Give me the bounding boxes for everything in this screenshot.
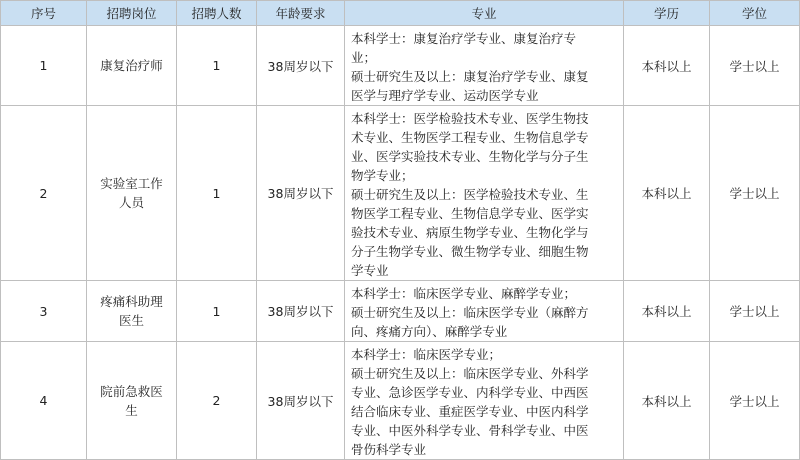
major-line: 本科学士：康复治疗学专业、康复治疗专 [351,31,577,46]
major-line: 医学与理疗学专业、运动医学专业 [351,88,539,103]
position-line: 人员 [118,195,144,210]
cell-no: 3 [1,281,87,342]
cell-major [345,342,624,460]
cell-degree: 学士以上 [710,342,800,460]
major-line: 分子生物学专业、微生物学专业、细胞生物 [351,244,589,259]
major-line: 硕士研究生及以上：康复治疗学专业、康复 [351,69,589,84]
major-line: 硕士研究生及以上：医学检验技术专业、生 [351,187,589,202]
cell-count: 2 [177,342,257,460]
position-line: 康复治疗师 [100,58,163,73]
position-line: 院前急救医 [100,383,163,399]
cell-position [87,106,177,281]
major-line: 硕士研究生及以上：临床医学专业、外科学 [351,366,589,381]
cell-count: 1 [177,26,257,106]
cell-degree: 学士以上 [710,26,800,106]
header-row [1,1,800,26]
major-line: 物学专业； [351,168,414,183]
major-line: 本科学士：临床医学专业； [351,347,502,362]
header-education: 学历 [624,1,710,26]
cell-count: 1 [177,106,257,281]
major-line: 学专业 [351,263,389,278]
major-line: 结合临床专业、重症医学专业、中医内科学 [351,404,589,419]
table-row [1,106,800,281]
major-line: 专业、急诊医学专业、内科学专业、中西医 [351,385,589,400]
table-row [1,342,800,460]
major-line: 专业、中医外科学专业、骨科学专业、中医 [351,423,589,438]
major-line: 硕士研究生及以上：临床医学专业（麻醉方 [351,305,589,320]
cell-count: 1 [177,281,257,342]
cell-degree: 学士以上 [710,281,800,342]
position-line: 医生 [118,313,144,328]
table-row [1,281,800,342]
major-line: 验技术专业、病原生物学专业、生物化学与 [351,225,589,240]
header-no: 序号 [1,1,87,26]
cell-age: 38周岁以下 [257,106,345,281]
major-line: 向、疼痛方向）、麻醉学专业 [351,324,508,339]
major-line: 术专业、生物医学工程专业、生物信息学专 [351,130,589,145]
cell-no: 2 [1,106,87,281]
cell-age: 38周岁以下 [257,281,345,342]
cell-major [345,26,624,106]
cell-age: 38周岁以下 [257,26,345,106]
major-line: 业、医学实验技术专业、生物化学与分子生 [351,149,589,164]
cell-education: 本科以上 [624,26,710,106]
cell-no: 4 [1,342,87,460]
table-row [1,26,800,106]
header-age: 年龄要求 [257,1,345,26]
cell-major [345,281,624,342]
cell-education: 本科以上 [624,106,710,281]
header-degree: 学位 [710,1,800,26]
cell-education: 本科以上 [624,281,710,342]
major-line: 本科学士：医学检验技术专业、医学生物技 [351,111,589,126]
position-line: 生 [125,402,138,418]
cell-degree: 学士以上 [710,106,800,281]
major-line: 物医学工程专业、生物信息学专业、医学实 [351,206,589,221]
position-line: 疼痛科助理 [100,294,163,309]
cell-position [87,26,177,106]
cell-position [87,342,177,460]
cell-no: 1 [1,26,87,106]
header-position: 招聘岗位 [87,1,177,26]
cell-major [345,106,624,281]
cell-age: 38周岁以下 [257,342,345,460]
major-line: 业； [351,50,377,65]
header-major: 专业 [345,1,624,26]
major-line: 骨伤科学专业 [351,442,427,457]
cell-position [87,281,177,342]
header-count: 招聘人数 [177,1,257,26]
position-line: 实验室工作 [100,176,163,191]
major-line: 本科学士：临床医学专业、麻醉学专业； [351,286,577,301]
cell-education: 本科以上 [624,342,710,460]
